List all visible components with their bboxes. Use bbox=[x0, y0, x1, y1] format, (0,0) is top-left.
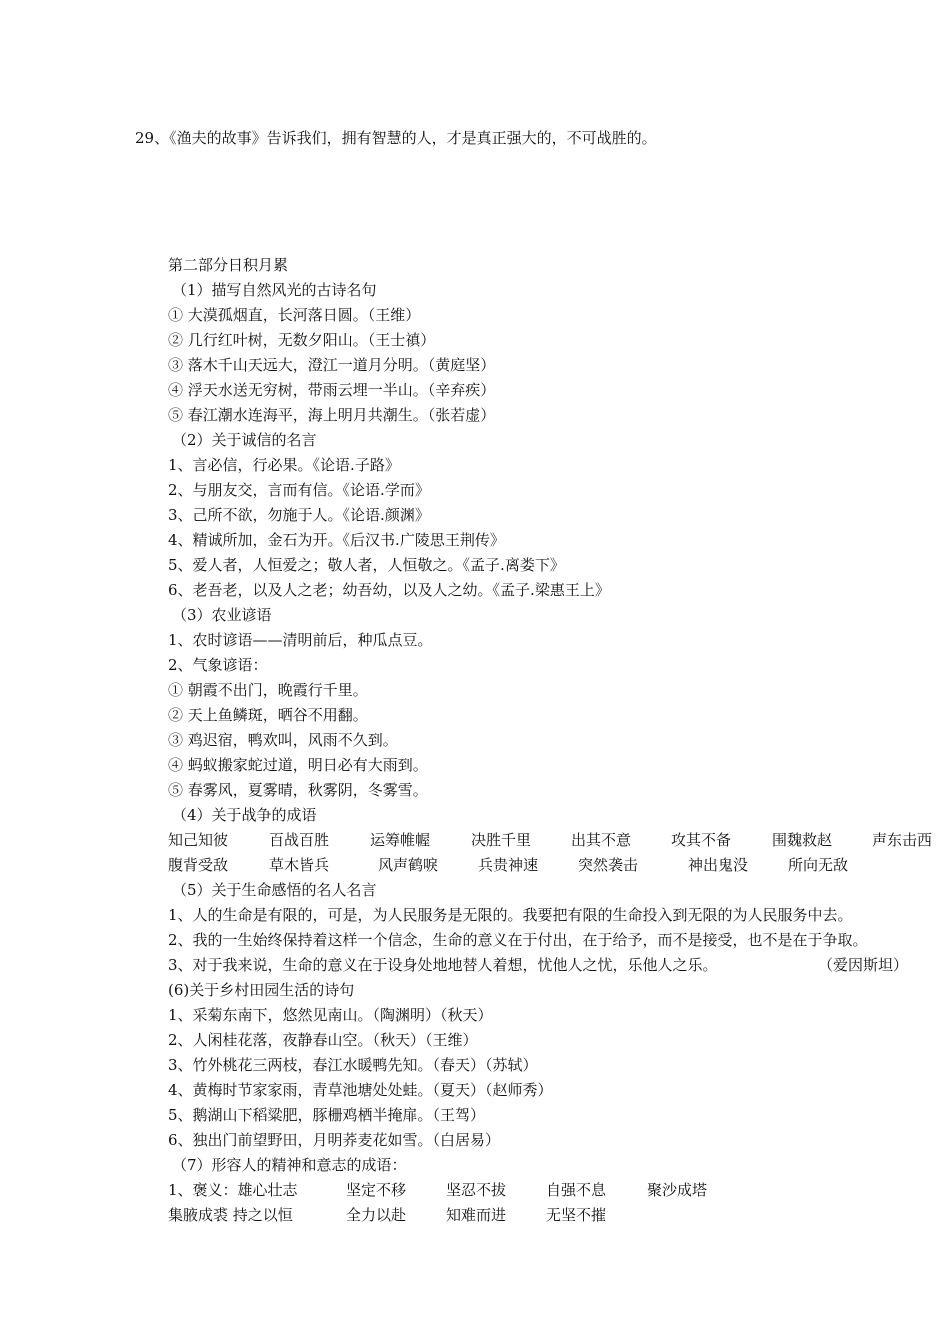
idiom: 风声鹤唳 bbox=[378, 856, 439, 874]
poem-line: 5、鹅湖山下稻粱肥，豚栅鸡栖半掩扉。（王驾） bbox=[168, 1106, 486, 1124]
proverb-line: ② 天上鱼鳞斑，晒谷不用翻。 bbox=[168, 706, 368, 724]
proverb-line: ① 朝霞不出门，晚霞行千里。 bbox=[168, 681, 368, 699]
quote-line: 4、精诚所加，金石为开。《后汉书.广陵思王荆传》 bbox=[168, 531, 505, 549]
idiom: 决胜千里 bbox=[471, 831, 532, 849]
poem-line: ① 大漠孤烟直，长河落日圆。（王维） bbox=[168, 306, 421, 324]
idiom: 出其不意 bbox=[571, 831, 632, 849]
poem-line: ④ 浮天水送无穷树，带雨云埋一半山。（辛弃疾） bbox=[168, 381, 496, 399]
quote-line: 5、爱人者，人恒爱之；敬人者，人恒敬之。《孟子.离娄下》 bbox=[168, 556, 565, 574]
quote-line: 3、对于我来说，生命的意义在于设身处地地替人着想，忧他人之忧，乐他人之乐。 bbox=[168, 956, 718, 974]
poem-line: 4、黄梅时节家家雨，青草池塘处处蛙。（夏天）（赵师秀） bbox=[168, 1081, 553, 1099]
idiom: 无坚不摧 bbox=[546, 1206, 607, 1224]
idiom: 聚沙成塔 bbox=[647, 1181, 708, 1199]
section-title: 第二部分日积月累 bbox=[168, 256, 289, 274]
idiom-row bbox=[168, 830, 943, 850]
idiom: 草木皆兵 bbox=[269, 856, 330, 874]
idiom: 坚忍不拔 bbox=[446, 1181, 507, 1199]
idiom: 1、褒义：雄心壮志 bbox=[168, 1181, 298, 1199]
quote-line: 2、我的一生始终保持着这样一个信念，生命的意义在于付出，在于给予，而不是接受，也不是在于争取。 bbox=[168, 931, 868, 949]
poem-line: ③ 落木千山天远大，澄江一道月分明。（黄庭坚） bbox=[168, 356, 496, 374]
poem-line: 3、竹外桃花三两枝，春江水暖鸭先知。（春天）（苏轼） bbox=[168, 1056, 538, 1074]
proverb-line: 1、农时谚语——清明前后，种瓜点豆。 bbox=[168, 631, 433, 649]
proverb-line: 2、气象谚语： bbox=[168, 656, 268, 674]
intro-sentence: 29、《渔夫的故事》告诉我们，拥有智慧的人，才是真正强大的，不可战胜的。 bbox=[135, 129, 657, 147]
idiom-row bbox=[168, 855, 943, 875]
proverb-line: ③ 鸡迟宿，鸭欢叫，风雨不久到。 bbox=[168, 731, 398, 749]
section-5-title: （5）关于生命感悟的名人名言 bbox=[172, 881, 377, 899]
section-3-title: （3）农业谚语 bbox=[172, 606, 272, 624]
quote-line: 3、己所不欲，勿施于人。《论语.颜渊》 bbox=[168, 506, 430, 524]
quote-line: 6、老吾老，以及人之老；幼吾幼，以及人之幼。《孟子.梁惠王上》 bbox=[168, 581, 610, 599]
poem-line: ⑤ 春江潮水连海平，海上明月共潮生。（张若虚） bbox=[168, 406, 496, 424]
poem-line: 6、独出门前望野田，月明荞麦花如雪。（白居易） bbox=[168, 1131, 501, 1149]
idiom: 突然袭击 bbox=[578, 856, 639, 874]
idiom: 声东击西 bbox=[872, 831, 933, 849]
idiom-row bbox=[168, 1205, 943, 1225]
idiom: 兵贵神速 bbox=[478, 856, 539, 874]
idiom: 知己知彼 bbox=[168, 831, 229, 849]
section-4-title: （4）关于战争的成语 bbox=[172, 806, 317, 824]
quote-line: 2、与朋友交，言而有信。《论语.学而》 bbox=[168, 481, 430, 499]
section-6-title: (6)关于乡村田园生活的诗句 bbox=[168, 981, 355, 999]
idiom: 集腋成裘 持之以恒 bbox=[168, 1206, 293, 1224]
idiom: 全力以赴 bbox=[346, 1206, 407, 1224]
idiom: 攻其不备 bbox=[671, 831, 732, 849]
idiom: 神出鬼没 bbox=[688, 856, 749, 874]
idiom: 百战百胜 bbox=[269, 831, 330, 849]
idiom-row bbox=[168, 1180, 943, 1200]
poem-line: 1、采菊东南下，悠然见南山。（陶渊明）（秋天） bbox=[168, 1006, 493, 1024]
proverb-line: ⑤ 春雾风，夏雾晴，秋雾阴，冬雾雪。 bbox=[168, 781, 428, 799]
idiom: 知难而进 bbox=[446, 1206, 507, 1224]
proverb-line: ④ 蚂蚁搬家蛇过道，明日必有大雨到。 bbox=[168, 756, 428, 774]
quote-line: 1、人的生命是有限的，可是，为人民服务是无限的。我要把有限的生命投入到无限的为人民服务中去。 bbox=[168, 906, 853, 924]
idiom: 自强不息 bbox=[546, 1181, 607, 1199]
idiom: 所向无敌 bbox=[788, 856, 849, 874]
section-7-title: （7）形容人的精神和意志的成语： bbox=[172, 1156, 407, 1174]
poem-line: ② 几行红叶树，无数夕阳山。（王士禛） bbox=[168, 331, 436, 349]
section-1-title: （1）描写自然风光的古诗名句 bbox=[172, 281, 377, 299]
quote-author: （爱因斯坦） bbox=[818, 956, 909, 974]
idiom: 运筹帷幄 bbox=[370, 831, 431, 849]
idiom: 围魏救赵 bbox=[772, 831, 833, 849]
idiom: 坚定不移 bbox=[346, 1181, 407, 1199]
poem-line: 2、人闲桂花落，夜静春山空。（秋天）（王维） bbox=[168, 1031, 478, 1049]
section-2-title: （2）关于诚信的名言 bbox=[172, 431, 317, 449]
quote-line: 1、言必信，行必果。《论语.子路》 bbox=[168, 456, 400, 474]
idiom: 腹背受敌 bbox=[168, 856, 229, 874]
